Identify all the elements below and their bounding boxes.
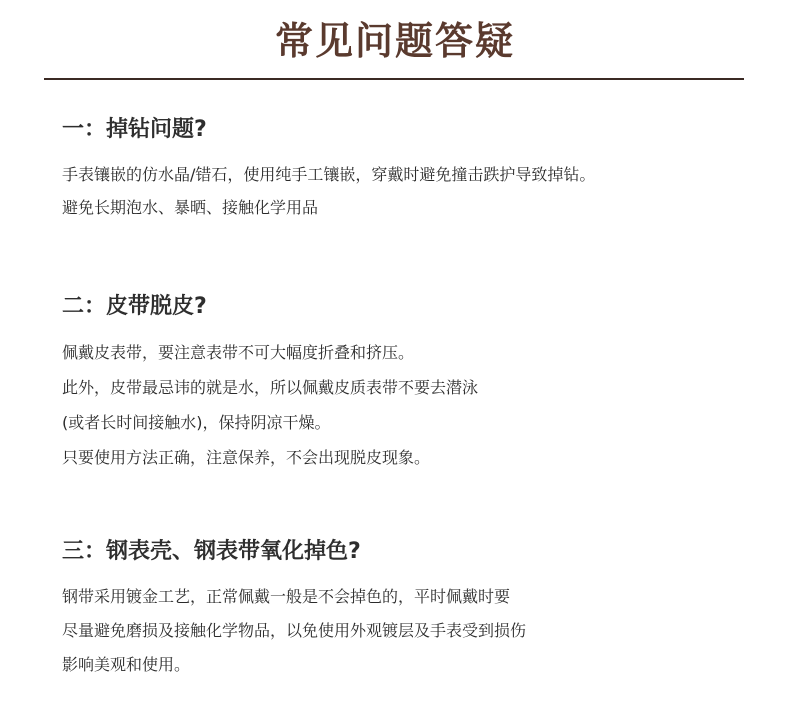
faq-heading: 一：掉钻问题? (62, 117, 207, 142)
faq-answer-line: 只要使用方法正确，注意保养，不会出现脱皮现象。 (62, 448, 431, 467)
faq-answer-line: 佩戴皮表带，要注意表带不可大幅度折叠和挤压。 (62, 343, 415, 362)
faq-answer-line: 影响美观和使用。 (62, 655, 191, 674)
faq-section-steel-fading (62, 536, 762, 682)
faq-answer-line: 避免长期泡水、暴晒、接触化学用品 (62, 198, 319, 217)
faq-section-diamond-loss (62, 114, 762, 224)
faq-section-leather-peeling (62, 291, 762, 475)
faq-answer-line: 尽量避免磨损及接触化学物品，以免使用外观镀层及手表受到损伤 (62, 621, 527, 640)
faq-answer-line: 此外，皮带最忌讳的就是水，所以佩戴皮质表带不要去潜泳 (62, 378, 479, 397)
faq-answer-line: 钢带采用镀金工艺，正常佩戴一般是不会掉色的，平时佩戴时要 (62, 587, 511, 606)
faq-heading: 三：钢表壳、钢表带氧化掉色? (62, 539, 361, 564)
page-title: 常见问题答疑 (274, 19, 515, 63)
faq-answer-line: (或者长时间接触水)，保持阴凉干燥。 (62, 413, 331, 432)
title-divider (44, 78, 744, 80)
faq-heading: 二：皮带脱皮? (62, 294, 207, 319)
faq-answer-line: 手表镶嵌的仿水晶/错石，使用纯手工镶嵌，穿戴时避免撞击跌护导致掉钻。 (62, 165, 596, 184)
